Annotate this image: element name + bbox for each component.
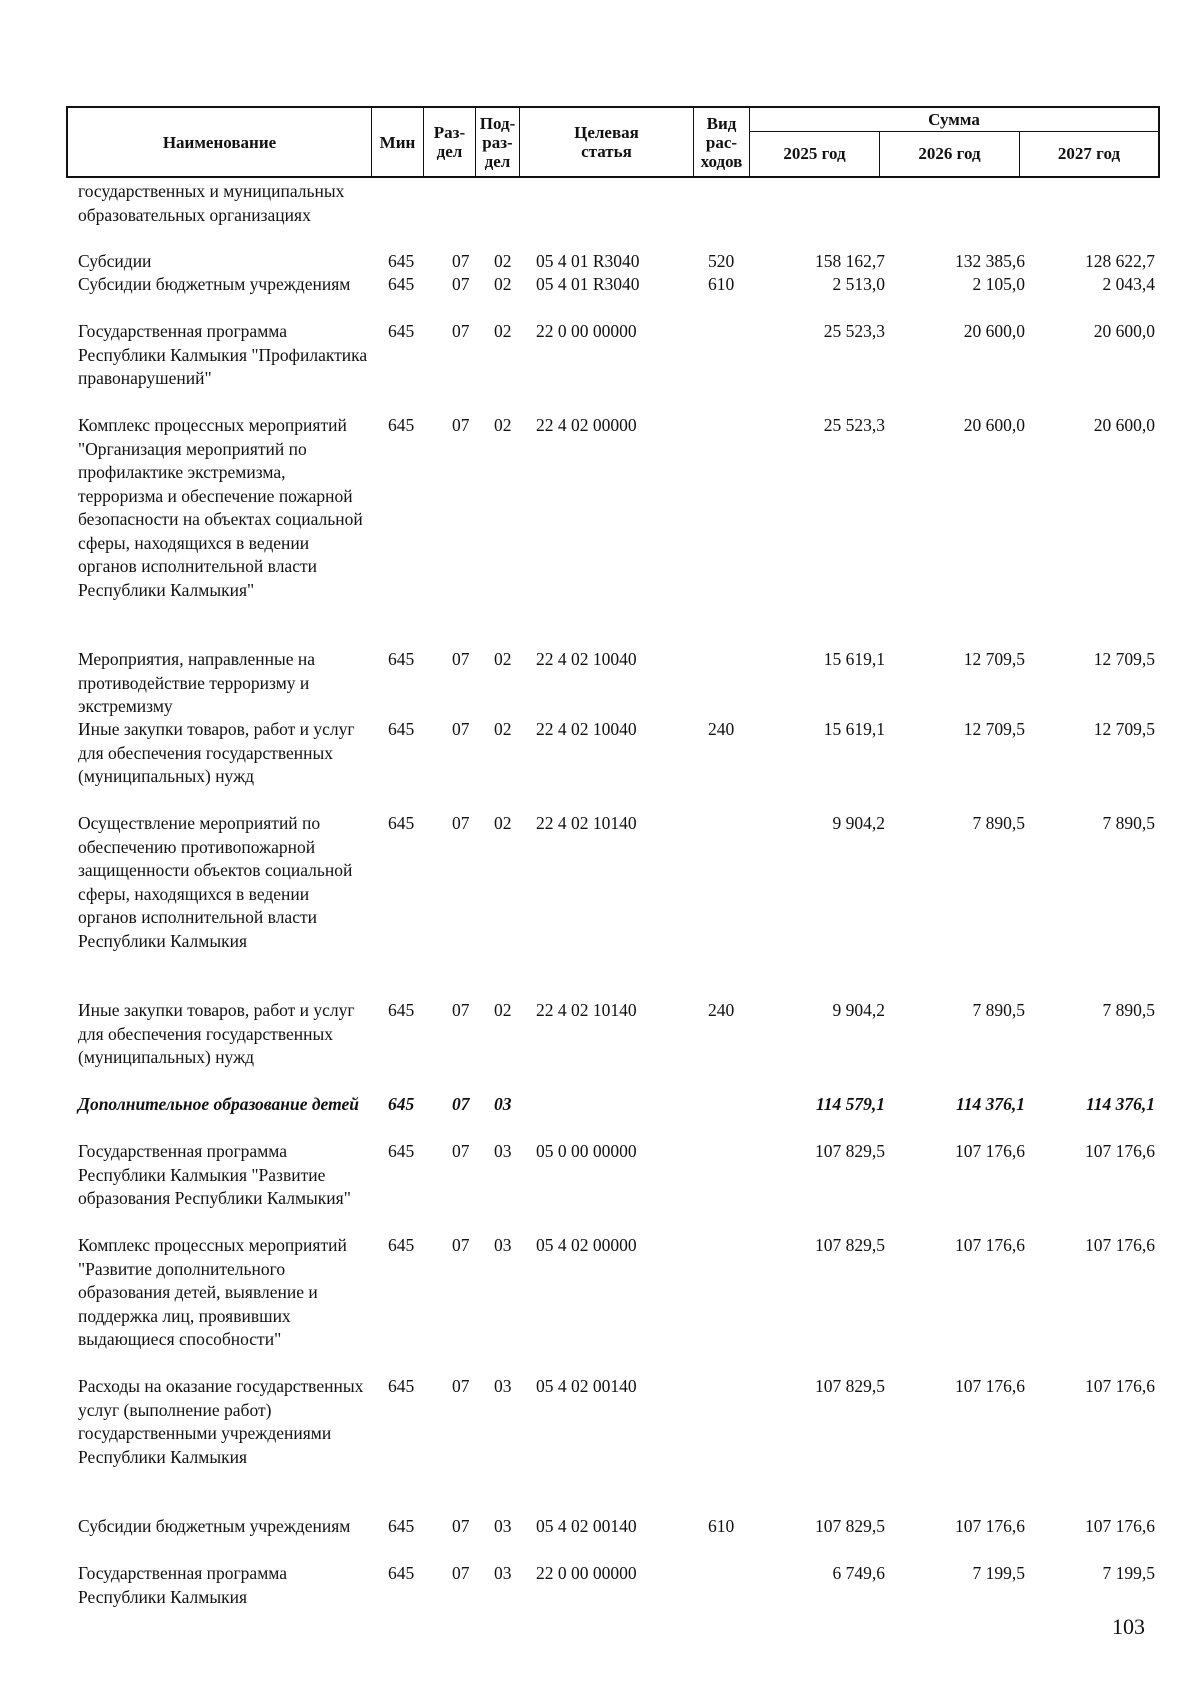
row-2026: 132 385,6 [955,251,1025,271]
row-razdel: 07 [452,719,470,739]
row-razdel: 07 [452,1563,470,1583]
header-min: Мин [372,108,424,176]
row-2025: 107 829,5 [815,1516,885,1536]
row-razdel: 07 [452,1235,470,1255]
row-2025: 9 904,2 [832,813,885,833]
row-2026: 20 600,0 [963,321,1025,341]
row-name: Субсидии бюджетным учреждениям [78,1516,351,1536]
row-podrazdel: 02 [494,321,512,341]
row-celevaya: 05 4 02 00000 [536,1235,637,1255]
row-2027: 7 890,5 [1102,1000,1155,1020]
header-name: Наименование [68,108,372,176]
row-vid: 610 [708,1516,735,1536]
row-celevaya: 05 4 02 00140 [536,1376,637,1396]
row-celevaya: 05 4 02 00140 [536,1516,637,1536]
header-summa: Сумма [750,108,1158,132]
row-name: государственных и муниципальных образовательных организациях [78,181,345,225]
row-2025: 2 513,0 [832,274,885,294]
row-2025: 15 619,1 [823,649,885,669]
row-name: Государственная программа Республики Калмыкия "Профилактика правонарушений" [78,321,368,388]
row-min: 645 [388,719,415,739]
row-2026: 107 176,6 [955,1376,1025,1396]
row-razdel: 07 [452,813,470,833]
row-name: Расходы на оказание государственных услуг (выполнение работ) государственными учреждениями Республики Калмыкия [78,1376,364,1467]
row-2025: 114 579,1 [815,1094,885,1114]
row-2025: 158 162,7 [815,251,885,271]
row-2026: 7 890,5 [972,813,1025,833]
row-podrazdel: 02 [494,719,512,739]
row-min: 645 [388,1376,415,1396]
header-year-2027: 2027 год [1057,144,1121,163]
row-min: 645 [388,274,415,294]
row-podrazdel: 03 [494,1516,512,1536]
row-celevaya: 22 4 02 10040 [536,649,637,669]
row-2026: 7 890,5 [972,1000,1025,1020]
table-header [66,106,1160,178]
row-razdel: 07 [452,1141,470,1161]
row-vid: 240 [708,719,735,739]
row-razdel: 07 [452,1094,470,1114]
row-podrazdel: 03 [494,1094,512,1114]
row-2027: 20 600,0 [1093,321,1155,341]
header-year-2025: 2025 год [750,132,880,176]
row-2026: 107 176,6 [955,1235,1025,1255]
row-razdel: 07 [452,321,470,341]
row-2025: 6 749,6 [832,1563,885,1583]
row-celevaya: 05 4 01 R3040 [536,274,640,294]
row-2027: 20 600,0 [1093,415,1155,435]
header-celevaya-statya: Целевая статья [520,108,694,176]
row-min: 645 [388,251,415,271]
row-celevaya: 22 4 02 10140 [536,1000,637,1020]
row-celevaya: 05 0 00 00000 [536,1141,637,1161]
header-razdel: Раз- дел [424,108,476,176]
row-2026: 12 709,5 [963,649,1025,669]
row-podrazdel: 03 [494,1141,512,1161]
row-2025: 15 619,1 [823,719,885,739]
header-summa-group [750,108,1158,176]
row-2026: 7 199,5 [972,1563,1025,1583]
row-name: Иные закупки товаров, работ и услуг для обеспечения государственных (муниципальных) нужд [78,1000,355,1067]
row-podrazdel: 03 [494,1563,512,1583]
row-podrazdel: 02 [494,415,512,435]
row-celevaya: 22 4 02 00000 [536,415,637,435]
row-podrazdel: 03 [494,1376,512,1396]
row-razdel: 07 [452,1000,470,1020]
row-name: Субсидии [78,251,152,271]
row-min: 645 [388,415,415,435]
row-2027: 2 043,4 [1102,274,1155,294]
row-min: 645 [388,649,415,669]
header-podrazdel: Под- раз- дел [476,108,520,176]
row-2027: 7 890,5 [1102,813,1155,833]
row-podrazdel: 02 [494,813,512,833]
row-name: Комплекс процессных мероприятий "Организация мероприятий по профилактике экстремизма, терроризма и обеспечение пожарной безопасности на объектах социальной сферы, находящихся в ведении органов исполнительной власти Республики Калмыкия" [78,415,363,600]
row-vid: 240 [708,1000,735,1020]
row-min: 645 [388,1141,415,1161]
row-name: Субсидии бюджетным учреждениям [78,274,351,294]
row-razdel: 07 [452,1516,470,1536]
row-name: Иные закупки товаров, работ и услуг для обеспечения государственных (муниципальных) нужд [78,719,355,786]
row-2027: 107 176,6 [1085,1376,1155,1396]
row-vid: 520 [708,251,735,271]
row-vid: 610 [708,274,735,294]
row-2025: 107 829,5 [815,1235,885,1255]
header-vid-rashodov: Вид рас- ходов [694,108,750,176]
row-2026: 12 709,5 [963,719,1025,739]
row-2027: 12 709,5 [1093,719,1155,739]
row-2027: 107 176,6 [1085,1235,1155,1255]
row-2027: 114 376,1 [1085,1094,1155,1114]
row-razdel: 07 [452,649,470,669]
row-min: 645 [388,1235,415,1255]
row-2025: 25 523,3 [823,415,885,435]
row-name: Комплекс процессных мероприятий "Развитие дополнительного образования детей, выявление и поддержка лиц, проявивших выдающиеся способности" [78,1235,347,1349]
row-2026: 114 376,1 [955,1094,1025,1114]
row-podrazdel: 02 [494,274,512,294]
row-2026: 107 176,6 [955,1141,1025,1161]
row-min: 645 [388,813,415,833]
row-min: 645 [388,321,415,341]
row-celevaya: 22 0 00 00000 [536,321,637,341]
row-podrazdel: 02 [494,649,512,669]
row-celevaya: 22 4 02 10040 [536,719,637,739]
row-razdel: 07 [452,415,470,435]
row-2027: 128 622,7 [1085,251,1155,271]
row-2026: 20 600,0 [963,415,1025,435]
row-2027: 7 199,5 [1102,1563,1155,1583]
row-2025: 107 829,5 [815,1141,885,1161]
row-2027: 107 176,6 [1085,1516,1155,1536]
row-podrazdel: 02 [494,251,512,271]
row-name: Дополнительное образование детей [78,1094,359,1114]
row-razdel: 07 [452,251,470,271]
row-podrazdel: 03 [494,1235,512,1255]
row-min: 645 [388,1563,415,1583]
row-2027: 107 176,6 [1085,1141,1155,1161]
row-razdel: 07 [452,274,470,294]
row-celevaya: 22 4 02 10140 [536,813,637,833]
row-name: Государственная программа Республики Калмыкия [78,1563,287,1607]
row-name: Государственная программа Республики Калмыкия "Развитие образования Республики Калмыкия" [78,1141,351,1208]
row-2026: 107 176,6 [955,1516,1025,1536]
row-min: 645 [388,1516,415,1536]
row-2025: 107 829,5 [815,1376,885,1396]
row-min: 645 [388,1000,415,1020]
row-celevaya: 05 4 01 R3040 [536,251,640,271]
header-year-2026: 2026 год [880,132,1020,176]
row-name: Осуществление мероприятий по обеспечению противопожарной защищенности объектов социальной сферы, находящихся в ведении органов исполнительной власти Республики Калмыкия [78,813,353,951]
row-2025: 25 523,3 [823,321,885,341]
row-podrazdel: 02 [494,1000,512,1020]
row-2027: 12 709,5 [1093,649,1155,669]
row-2025: 9 904,2 [832,1000,885,1020]
row-2026: 2 105,0 [972,274,1025,294]
row-razdel: 07 [452,1376,470,1396]
row-celevaya: 22 0 00 00000 [536,1563,637,1583]
page-number: 103 [1112,1614,1145,1639]
row-min: 645 [388,1094,415,1114]
row-name: Мероприятия, направленные на противодействие терроризму и экстремизму [78,649,316,716]
